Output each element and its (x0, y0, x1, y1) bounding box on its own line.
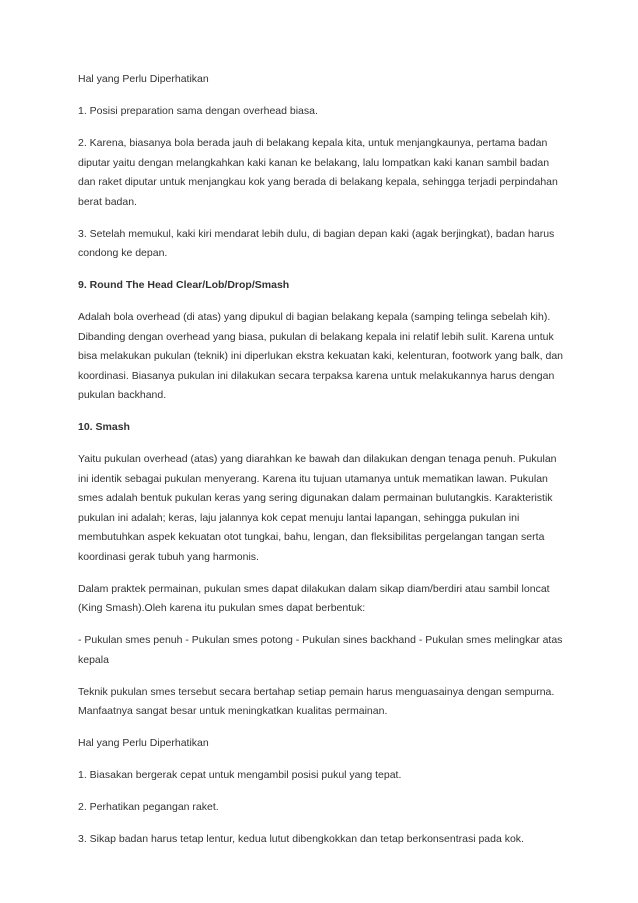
body-paragraph: Yaitu pukulan overhead (atas) yang diarahkan ke bawah dan dilakukan dengan tenaga penuh. Pukulan ini identik sebagai pukulan menyerang. Karena itu tujuan utamanya untuk mematikan lawan. Pukulan smes adalah bentuk pukulan keras yang sering digunakan dalam permainan bulutangkis. Karakteristik pukulan ini adalah; keras, laju jalannya kok cepat menuju lantai lapangan, sehingga pukulan ini membutuhkan aspek kekuatan otot tungkai, bahu, lengan, dan fleksibilitas pergelangan tangan serta koordinasi gerak tubuh yang harmonis. (78, 453, 557, 563)
body-paragraph: Teknik pukulan smes tersebut secara bertahap setiap pemain harus menguasainya dengan sempurna. Manfaatnya sangat besar untuk meningkatkan kualitas permainan. (78, 685, 555, 717)
section-heading: 9. Round The Head Clear/Lob/Drop/Smash (78, 279, 290, 291)
document-body (78, 70, 566, 862)
list-item: 1. Posisi preparation sama dengan overhead biasa. (78, 105, 318, 117)
section-label: Hal yang Perlu Diperhatikan (78, 73, 209, 85)
body-paragraph: Dalam praktek permainan, pukulan smes dapat dilakukan dalam sikap diam/berdiri atau sambil loncat (King Smash).Oleh karena itu pukulan smes dapat berbentuk: (78, 582, 550, 614)
list-item: 2. Karena, biasanya bola berada jauh di belakang kepala kita, untuk menjangkaunya, pertama badan diputar yaitu dengan melangkahkan kaki kanan ke belakang, lalu lompatkan kaki kanan sambil badan dan raket diputar untuk menjangkau kok yang berada di belakang kepala, sehingga terjadi perpindahan berat badan. (78, 137, 558, 208)
section-heading: 10. Smash (78, 421, 130, 433)
body-paragraph: Adalah bola overhead (di atas) yang dipukul di bagian belakang kepala (samping telinga sebelah kih). Dibanding dengan overhead yang biasa, pukulan di belakang kepala ini relatif lebih sulit. Karena untuk bisa melakukan pukulan (teknik) ini diperlukan ekstra kekuatan kaki, kelenturan, footwork yang balk, dan koordinasi. Biasanya pukulan ini dilakukan secara terpaksa karena untuk melakukannya harus dengan pukulan backhand. (78, 311, 564, 401)
list-item: 3. Sikap badan harus tetap lentur, kedua lutut dibengkokkan dan tetap berkonsentrasi pada kok. (78, 833, 524, 845)
body-paragraph: - Pukulan smes penuh - Pukulan smes potong - Pukulan sines backhand - Pukulan smes melingkar atas kepala (78, 634, 563, 666)
list-item: 3. Setelah memukul, kaki kiri mendarat lebih dulu, di bagian depan kaki (agak berjingkat), badan harus condong ke depan. (78, 227, 555, 259)
section-label: Hal yang Perlu Diperhatikan (78, 737, 209, 749)
list-item: 2. Perhatikan pegangan raket. (78, 801, 219, 813)
list-item: 1. Biasakan bergerak cepat untuk mengambil posisi pukul yang tepat. (78, 769, 402, 781)
